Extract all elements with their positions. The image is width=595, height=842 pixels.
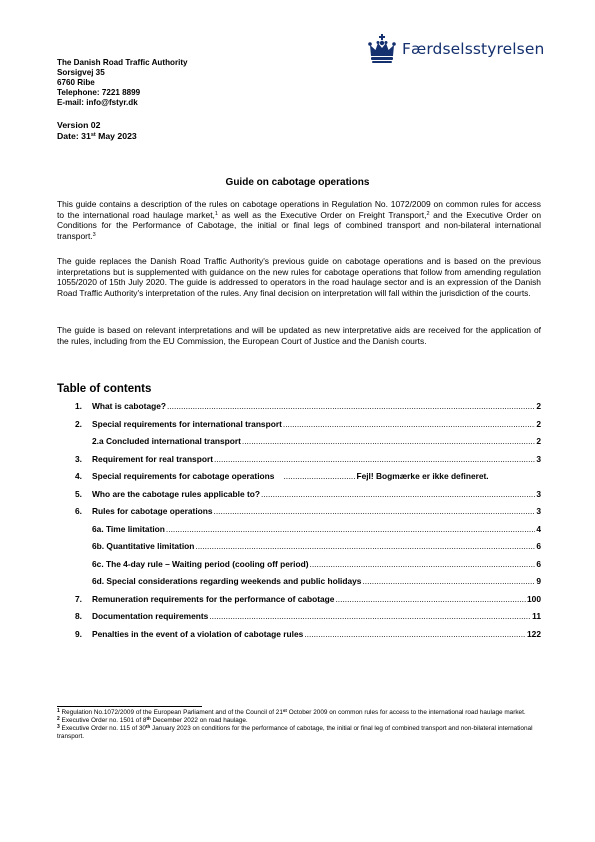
toc-item-concluded-transport[interactable]: 2.a Concluded international transport ..... 2 xyxy=(57,433,541,451)
intro-paragraph-1: This guide contains a description of the rules on cabotage operations in Regulation No. 1072/2009 on common rules for access to the international road haulage market,$^1$ as well as the Executive Order on Freight Transport,$^2$ and the Executive Order on Conditions for the Performance of Cabotage, the initial or final legs of combined transport and non-bilateral international transport.$^3$ xyxy=(57,199,542,241)
footnote-2: $^2$ Executive Order no. 1501 of 8th December 2022 on road haulage. xyxy=(57,716,248,725)
toc-item-weekends-holidays[interactable]: 6d. Special considerations regarding weekends and public holidays ..... 9 xyxy=(57,573,541,591)
footnote-separator xyxy=(57,706,202,707)
footnote-3: $^3$ Executive Order no. 115 of 30th January 2023 on conditions for the performance of cabotage, the initial or final leg of combined transport and non-bilateral international transport. xyxy=(57,724,533,741)
telephone: Telephone: 7221 8899 xyxy=(57,88,141,97)
document-date: Date: 31st May 2023 xyxy=(57,131,137,141)
intro-paragraph-2: The guide replaces the Danish Road Traffic Authority's previous guide on cabotage operations and is based on the previous interpretations but is supplemented with guidance on the new rules for cabotage operations that follow from amending regulation 1055/2020 of 15th July 2020. The guide is addressed to operators in the road haulage sector and is an expression of the Danish Road Traffic Authority's interpretation of the rules. Any final decision on interpretation will fall within the jurisdiction of the courts. xyxy=(57,256,541,298)
toc-item-what-is-cabotage[interactable]: 1. What is cabotage? ..... 2 xyxy=(57,398,541,416)
footnotes xyxy=(57,709,541,741)
footnote-ref-1[interactable]: 1 xyxy=(214,210,218,217)
toc-item-applicability[interactable]: 5. Who are the cabotage rules applicable to? ..... 3 xyxy=(57,486,541,504)
footnote-ref-3[interactable]: 3 xyxy=(92,231,96,238)
footnote-ref-2[interactable]: 2 xyxy=(426,210,430,217)
toc-item-time-limitation[interactable]: 6a. Time limitation ..... 4 xyxy=(57,521,541,539)
logo xyxy=(368,34,544,64)
intro-paragraph-3: The guide is based on relevant interpretations and will be updated as new interpretative aids are received for the application of the rules, including from the EU Commission, the European Court of Justice and the Danish courts. xyxy=(57,325,541,346)
version-block xyxy=(57,120,137,142)
toc-item-rules[interactable]: 6. Rules for cabotage operations ..... 3 xyxy=(57,503,541,521)
toc-item-international-transport[interactable]: 2. Special requirements for international transport ..... 2 xyxy=(57,416,541,434)
table-of-contents xyxy=(57,398,541,643)
sender-address xyxy=(57,58,188,108)
organization-name: The Danish Road Traffic Authority xyxy=(57,58,188,67)
crown-icon xyxy=(368,34,396,64)
email: E-mail: info@fstyr.dk xyxy=(57,98,138,107)
version-label: Version 02 xyxy=(57,120,101,130)
toc-item-remuneration[interactable]: 7. Remuneration requirements for the performance of cabotage ..... 100 xyxy=(57,591,541,609)
toc-item-documentation[interactable]: 8. Documentation requirements ..... 11 xyxy=(57,608,541,626)
toc-item-penalties[interactable]: 9. Penalties in the event of a violation of cabotage rules ..... 122 xyxy=(57,626,541,644)
toc-heading: Table of contents xyxy=(57,383,152,395)
street: Sorsigvej 35 xyxy=(57,68,105,77)
city: 6760 Ribe xyxy=(57,78,95,87)
toc-item-real-transport[interactable]: 3. Requirement for real transport ..... 3 xyxy=(57,451,541,469)
logo-text: Færdselsstyrelsen xyxy=(402,40,545,58)
toc-item-special-requirements-cabotage[interactable]: 4. Special requirements for cabotage operations ..... Fejl! Bogmærke er ikke defineret. xyxy=(57,468,541,486)
toc-item-quantitative-limitation[interactable]: 6b. Quantitative limitation ..... 6 xyxy=(57,538,541,556)
document-title: Guide on cabotage operations xyxy=(225,177,370,188)
footnote-1: $^1$ Regulation No.1072/2009 of the European Parliament and of the Council of 21st October 2009 on common rules for access to the international road haulage market. xyxy=(57,708,526,716)
toc-item-4-day-rule[interactable]: 6c. The 4-day rule – Waiting period (cooling off period) ..... 6 xyxy=(57,556,541,574)
